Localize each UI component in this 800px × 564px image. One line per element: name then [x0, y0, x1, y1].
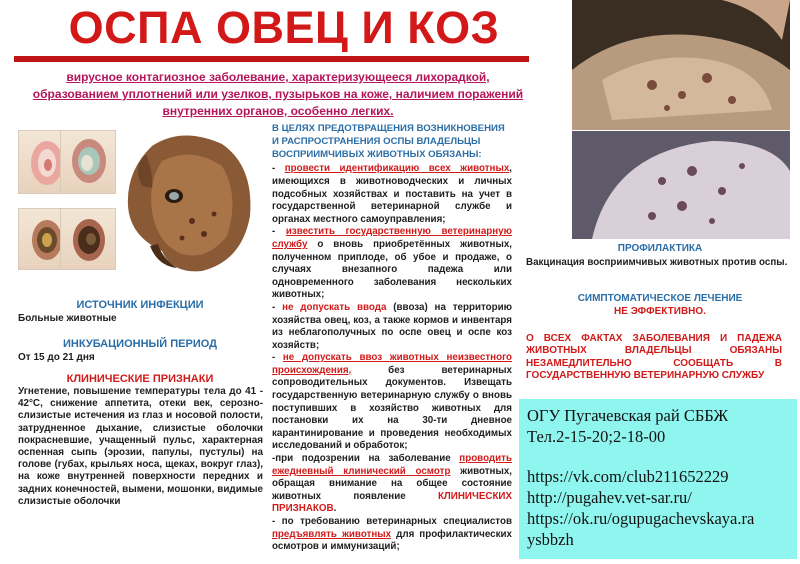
obligation-2: [272, 226, 512, 302]
incubation-heading: ИНКУБАЦИОННЫЙ ПЕРИОД: [63, 338, 217, 350]
ok-link-continued[interactable]: ysbbzh: [527, 530, 574, 549]
obligation-2-text: о вновь приобретённых животных, полученном приплоде, об убое и продаже, о случаях внезапного падежа или одновременного заболевания нескольких животных;: [272, 238, 512, 301]
obligation-5-highlight-2: КЛИНИЧЕСКИХ ПРИЗНАКОВ: [272, 490, 512, 515]
goat-head-illustration: [122, 126, 267, 276]
signs-heading: КЛИНИЧЕСКИЕ ПРИЗНАКИ: [66, 373, 214, 385]
lesion-image-4: [60, 208, 116, 270]
ok-link[interactable]: https://ok.ru/ogupugachevskaya.ra: [527, 509, 755, 528]
obligation-4-highlight: не допускать ввоз животных неизвестного происхождения,: [272, 352, 513, 376]
vk-link[interactable]: https://vk.com/club211652229: [527, 467, 729, 486]
dash: -: [272, 163, 285, 175]
obligation-4: [272, 352, 512, 453]
obligation-5-end: .: [333, 503, 337, 515]
obligation-2-highlight: известить государственную ветеринарную службу: [272, 226, 512, 250]
prevention-text: Вакцинация восприимчивых животных против оспы.: [526, 257, 788, 268]
obligation-3-text: (ввоза) на территорию хозяйства овец, коз, а также кормов и инвентаря из неблагополучных по оспе овец и оспе коз хозяйств;: [272, 301, 512, 351]
dash: -: [272, 352, 283, 364]
treatment-note: НЕ ЭФФЕКТИВНО.: [614, 306, 706, 317]
obligation-6: [272, 516, 512, 554]
obligation-6-highlight: предъявлять животных: [272, 528, 392, 540]
obligation-6-start: - по требованию ветеринарных специалистов: [272, 516, 512, 528]
org-name: ОГУ Пугачевская рай СББЖ: [527, 406, 729, 425]
prevention-heading: ПРОФИЛАКТИКА: [617, 243, 703, 254]
obligations-column: [272, 123, 512, 554]
obligation-3: [272, 302, 512, 352]
signs-text: Угнетение, повышение температуры тела до 41 - 42°С, снижение аппетита, отеки век, серозно-слизистые истечения из глаз и носовой полости, затрудненное дыхание, слизистые оболочки покрасневшие, учащенный пульс, характерная оспенная сыпь (эрозии, папулы, пустулы) на голове (губах, крыльях носа, щеках, вокруг глаз), на коже внутренней поверхности передних и задних конечностей, вымени, мошонки, видимые слизистые оболочки: [18, 386, 263, 507]
website-link[interactable]: http://pugahev.vet-sar.ru/: [527, 488, 692, 507]
obligation-1-text: , имеющихся в животноводческих и личных подсобных хозяйствах и поставить на учет в государственной ветеринарной службе и органах местного самоуправления;: [272, 163, 513, 225]
obligations-heading: В ЦЕЛЯХ ПРЕДОТВРАЩЕНИЯ ВОЗНИКНОВЕНИЯ И РАСПРОСТРАНЕНИЯ ОСПЫ ВЛАДЕЛЬЦЫ ВОСПРИИМЧИВЫХ ЖИВОТНЫХ ОБЯЗАНЫ:: [272, 123, 505, 160]
obligation-5-highlight: проводить ежедневный клинический осмотр: [272, 453, 512, 477]
report-notice: О ВСЕХ ФАКТАХ ЗАБОЛЕВАНИЯ И ПАДЕЖА ЖИВОТНЫХ ВЛАДЕЛЬЦЫ ОБЯЗАНЫ НЕЗАМЕДЛИТЕЛЬНО СООБЩАТЬ В ГОСУДАРСТВЕННУЮ ВЕТЕРИНАРНУЮ СЛУЖБУ: [526, 333, 782, 382]
obligation-1: [272, 163, 512, 226]
intro-text: вирусное контагиозное заболевание, характеризующееся лихорадкой, образованием уплотнений или узелков, пузырьков на коже, наличием поражений внутренних органов, особенно легких.: [32, 70, 524, 118]
incubation-text: От 15 до 21 дня: [18, 352, 95, 363]
source-heading: ИСТОЧНИК ИНФЕКЦИИ: [76, 299, 204, 311]
obligation-5-mid: животных, обращая внимание на общее состояние животных появление: [272, 465, 513, 502]
contact-box: [519, 399, 797, 559]
lesion-image-2: [60, 130, 116, 194]
phone-numbers: Тел.2-15-20;2-18-00: [527, 427, 666, 446]
skin-lesions-photo: [572, 131, 790, 239]
obligation-1-highlight: провести идентификацию всех животных: [284, 163, 510, 175]
source-text: Больные животные: [18, 313, 117, 324]
obligation-5: [272, 453, 512, 516]
treatment-heading: СИМПТОМАТИЧЕСКОЕ ЛЕЧЕНИЕ: [577, 293, 743, 304]
poster-title: ОСПА ОВЕЦ И КОЗ: [68, 2, 500, 53]
dash: -: [272, 226, 286, 238]
obligation-4-text: без ветеринарных сопроводительных документов. Извещать государственную ветеринарную службу о вновь поступивших в хозяйство животных для постановки их на 30-ти дневное карантинирование и проведения необходимых исследований и обработок;: [272, 364, 512, 452]
obligation-5-start: -при подозрении на заболевание: [272, 453, 460, 465]
sheep-head-photo: [572, 0, 790, 130]
obligation-6-text: для профилактических осмотров и иммунизаций;: [272, 528, 513, 553]
title-underline: [14, 56, 529, 62]
dash: -: [272, 301, 283, 313]
obligation-3-highlight: не допускать ввода: [282, 301, 387, 313]
